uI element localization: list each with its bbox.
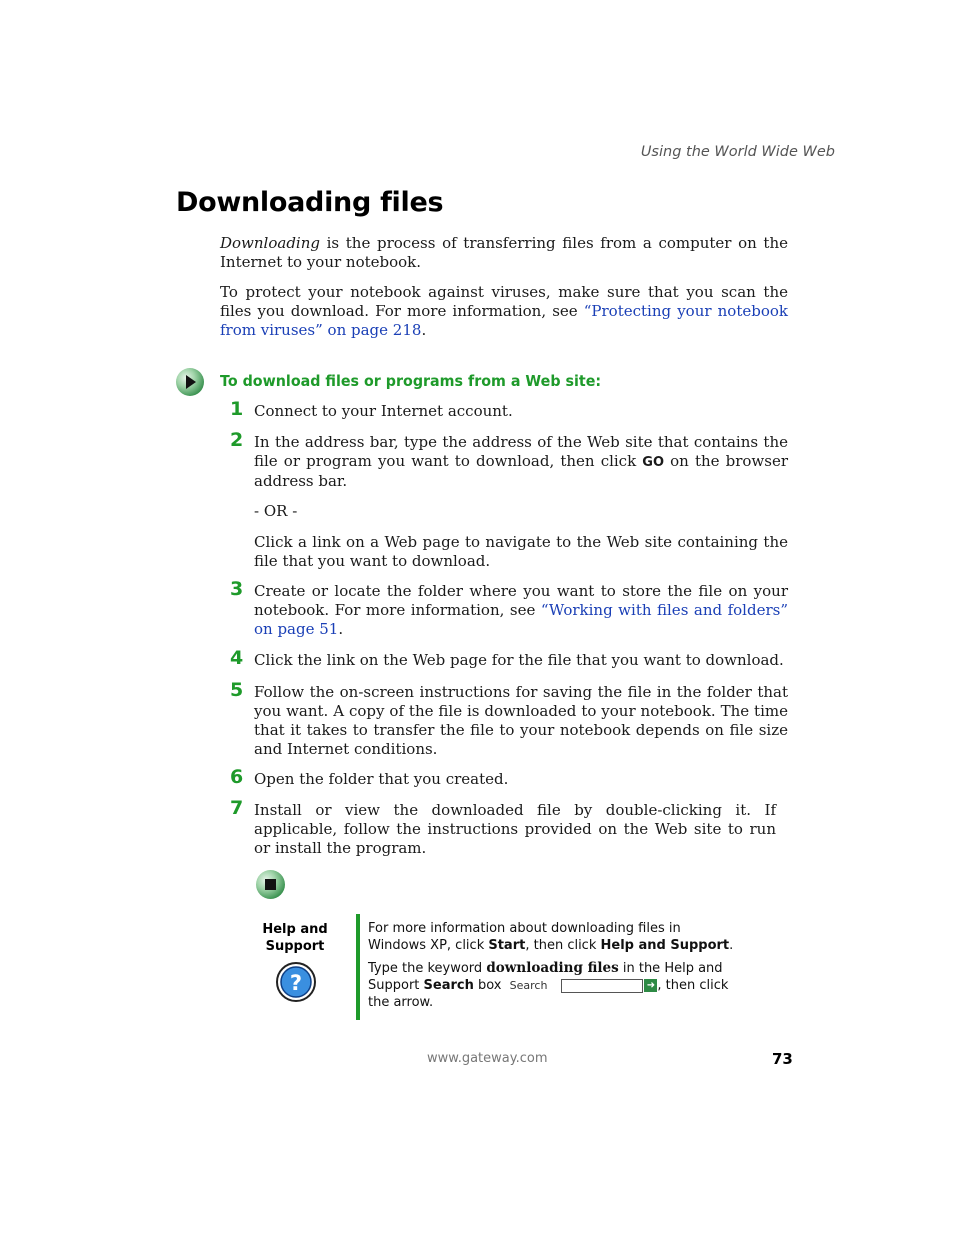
intro-text: is the process of transferring files from a computer on the Internet to your notebook. xyxy=(220,234,788,271)
step-3-text xyxy=(254,582,788,639)
step-2-alt: Click a link on a Web page to navigate to the Web site containing the file that you want to download. xyxy=(254,533,788,570)
go-arrow-icon: ➜ xyxy=(644,979,657,992)
step-3-end: . xyxy=(338,620,344,638)
term-downloading: Downloading xyxy=(220,234,320,252)
help-p2-text-b: in the Help and Support xyxy=(368,961,723,993)
link-protecting-viruses[interactable]: “Protecting your notebook from viruses” on page 218 xyxy=(220,302,788,339)
page-title: Downloading files xyxy=(176,187,444,218)
protect-end: . xyxy=(421,321,427,339)
step-number-6: 6 xyxy=(230,766,244,788)
help-question-icon xyxy=(275,961,317,1007)
help-p2-text-c: box xyxy=(473,978,506,993)
search-box-label: Search xyxy=(509,979,548,992)
step-2-text-a: In the address bar, type the address of the Web site that contains the file or program you want to download, then click xyxy=(254,433,788,470)
protect-paragraph xyxy=(220,283,788,340)
start-label: Start xyxy=(488,938,526,953)
step-2-text-b: on the browser address bar. xyxy=(254,452,789,490)
step-3-text-a: Create or locate the folder where you want to store the file on your notebook. For more information, see xyxy=(254,582,788,619)
step-4-text: Click the link on the Web page for the file that you want to download. xyxy=(254,651,784,669)
step-7-text: Install or view the downloaded file by double-clicking it. If applicable, follow the instructions provided on the Web site to run or install the program. xyxy=(254,801,776,857)
footer-url: www.gateway.com xyxy=(427,1051,548,1066)
help-p2-end: , then click the arrow. xyxy=(368,978,729,1010)
step-1-text: Connect to your Internet account. xyxy=(254,402,513,420)
procedure-arrow-icon xyxy=(176,368,204,396)
running-head: Using the World Wide Web xyxy=(640,144,835,160)
help-and-support-label: Help and Support xyxy=(262,922,328,954)
step-number-2: 2 xyxy=(230,429,244,451)
help-p1-end: . xyxy=(729,938,734,953)
page-number: 73 xyxy=(772,1050,793,1068)
search-label: Search xyxy=(423,978,474,993)
help-paragraph-2 xyxy=(368,960,738,1011)
procedure-heading: To download files or programs from a Web site: xyxy=(220,372,602,390)
search-input-illustration xyxy=(561,979,643,993)
help-p1-text-a: For more information about downloading files in Windows XP, click xyxy=(368,921,681,953)
help-divider xyxy=(356,914,360,1020)
procedure-stop-icon xyxy=(256,870,285,899)
step-number-1: 1 xyxy=(230,398,244,420)
step-2-text xyxy=(254,433,788,491)
link-working-files-folders[interactable]: “Working with files and folders” on page 51 xyxy=(254,601,788,638)
keyword-downloading-files: downloading files xyxy=(486,960,619,976)
help-p1-text-b: , then click xyxy=(525,938,601,953)
step-6-text: Open the folder that you created. xyxy=(254,770,509,788)
intro-paragraph xyxy=(220,234,788,272)
step-2-or: - OR - xyxy=(254,502,298,520)
step-number-4: 4 xyxy=(230,647,244,669)
help-and-support-command: Help and Support xyxy=(600,938,730,953)
protect-text: To protect your notebook against viruses, make sure that you scan the files you download. For more information, see xyxy=(220,283,788,320)
help-paragraph-1 xyxy=(368,920,738,954)
go-button-label: GO xyxy=(642,455,665,470)
step-number-3: 3 xyxy=(230,578,244,600)
help-p2-text-a: Type the keyword xyxy=(368,961,487,976)
svg-text:?: ? xyxy=(289,971,303,995)
step-5-text: Follow the on-screen instructions for saving the file in the folder that you want. A copy of the file is downloaded to your notebook. The time that it takes to transfer the file to your notebook depends on file size and Internet conditions. xyxy=(254,683,788,758)
step-number-5: 5 xyxy=(230,679,244,701)
step-number-7: 7 xyxy=(230,797,244,819)
